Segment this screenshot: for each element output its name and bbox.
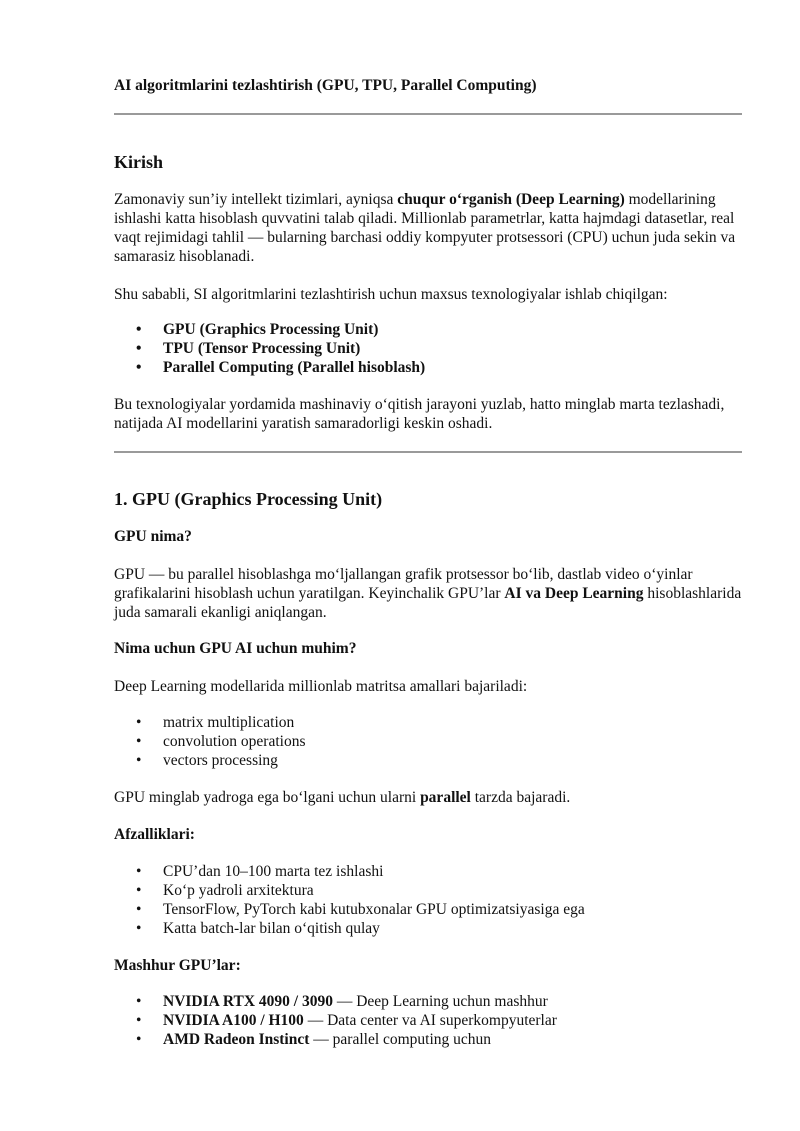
subheading-mashhur-gpular: Mashhur GPU’lar: xyxy=(114,957,241,974)
divider xyxy=(114,451,742,453)
gpu-what-paragraph xyxy=(114,565,754,622)
list-item-text: Katta batch-lar bilan o‘qitish qulay xyxy=(163,920,380,937)
bullet-icon: • xyxy=(136,901,142,918)
gpu-model-desc: — Data center va AI superkompyuterlar xyxy=(303,1012,557,1029)
gpu-model-desc: — parallel computing uchun xyxy=(309,1031,492,1048)
bullet-icon: • xyxy=(136,1031,142,1048)
subheading-afzalliklari: Afzalliklari: xyxy=(114,826,195,843)
intro-p1-text-c: modellarining ishlashi katta hisoblash quvvatini talab qiladi. Millionlab parametrlar, katta hajmdagi datasetlar, real vaqt rejimidagi tahlil — bularning barchasi oddiy kompyuter protsessori (CPU) uchun juda sekin va samarasiz hisoblanadi. xyxy=(114,191,736,265)
list-item xyxy=(114,900,585,919)
list-item-text: CPU’dan 10–100 marta tez ishlashi xyxy=(163,863,384,880)
gpu-model-desc: — Deep Learning uchun mashhur xyxy=(332,993,548,1010)
list-item-text: TPU (Tensor Processing Unit) xyxy=(163,340,361,357)
bullet-icon: • xyxy=(136,920,142,937)
bullet-icon: • xyxy=(136,340,142,357)
list-item-text: TensorFlow, PyTorch kabi kutubxonalar GPU optimizatsiyasiga ega xyxy=(163,901,585,918)
ops-list xyxy=(114,713,306,770)
section-heading-gpu: 1. GPU (Graphics Processing Unit) xyxy=(114,489,383,509)
list-item xyxy=(114,751,306,770)
bullet-icon: • xyxy=(136,1012,142,1029)
subheading-why-gpu: Nima uchun GPU AI uchun muhim? xyxy=(114,640,357,657)
bullet-icon: • xyxy=(136,359,142,376)
tech-list xyxy=(114,320,425,377)
gpu-parallel-paragraph xyxy=(114,788,754,807)
list-item xyxy=(114,320,425,339)
list-item-text: Ko‘p yadroli arxitektura xyxy=(163,882,314,899)
subheading-gpu-nima: GPU nima? xyxy=(114,528,192,545)
bullet-icon: • xyxy=(136,882,142,899)
list-item xyxy=(114,1011,557,1030)
gpu-model-name: NVIDIA A100 / H100 xyxy=(163,1012,304,1029)
gpu-parallel-bold: parallel xyxy=(420,789,471,806)
section-heading-intro: Kirish xyxy=(114,152,164,172)
intro-paragraph-1 xyxy=(114,190,754,266)
list-item-text: vectors processing xyxy=(163,752,278,769)
list-item xyxy=(114,339,425,358)
list-item-text: matrix multiplication xyxy=(163,714,295,731)
intro-paragraph-2: Shu sababli, SI algoritmlarini tezlashtirish uchun maxsus texnologiyalar ishlab chiqilgan: xyxy=(114,286,668,303)
divider xyxy=(114,113,742,115)
gpu-why-paragraph: Deep Learning modellarida millionlab matritsa amallari bajariladi: xyxy=(114,678,528,695)
list-item xyxy=(114,732,306,751)
famous-gpu-list xyxy=(114,992,557,1049)
bullet-icon: • xyxy=(136,863,142,880)
list-item xyxy=(114,1030,557,1049)
bullet-icon: • xyxy=(136,752,142,769)
bullet-icon: • xyxy=(136,321,142,338)
list-item xyxy=(114,358,425,377)
list-item-text: Parallel Computing (Parallel hisoblash) xyxy=(163,359,426,376)
bullet-icon: • xyxy=(136,714,142,731)
intro-p1-text-a: Zamonaviy sun’iy intellekt tizimlari, ayniqsa xyxy=(114,191,398,208)
gpu-model-name: NVIDIA RTX 4090 / 3090 xyxy=(163,993,333,1010)
advantages-list xyxy=(114,862,585,938)
list-item xyxy=(114,992,557,1011)
intro-paragraph-3: Bu texnologiyalar yordamida mashinaviy o‘qitish jarayoni yuzlab, hatto minglab marta tezlashadi, natijada AI modellarini yaratish samaradorligi keskin oshadi. xyxy=(114,396,725,432)
list-item-text: GPU (Graphics Processing Unit) xyxy=(163,321,379,338)
bullet-icon: • xyxy=(136,993,142,1010)
gpu-model-name: AMD Radeon Instinct xyxy=(163,1031,310,1048)
gpu-parallel-text-c: tarzda bajaradi. xyxy=(470,789,571,806)
gpu-what-text-c: hisoblashlarida juda samarali ekanligi aniqlangan. xyxy=(114,585,742,621)
list-item xyxy=(114,862,585,881)
bullet-icon: • xyxy=(136,733,142,750)
document-title: AI algoritmlarini tezlashtirish (GPU, TPU, Parallel Computing) xyxy=(114,77,537,94)
list-item xyxy=(114,713,306,732)
list-item xyxy=(114,919,585,938)
list-item xyxy=(114,881,585,900)
list-item-text: convolution operations xyxy=(163,733,306,750)
gpu-parallel-text-a: GPU minglab yadroga ega bo‘lgani uchun ularni xyxy=(114,789,421,806)
gpu-what-bold: AI va Deep Learning xyxy=(504,585,644,602)
intro-p1-bold: chuqur o‘rganish (Deep Learning) xyxy=(397,191,625,208)
gpu-what-text-a: GPU — bu parallel hisoblashga mo‘ljallangan grafik protsessor bo‘lib, dastlab video o‘yinlar grafikalarini hisoblash uchun yaratilgan. Keyinchalik GPU’lar xyxy=(114,566,693,602)
